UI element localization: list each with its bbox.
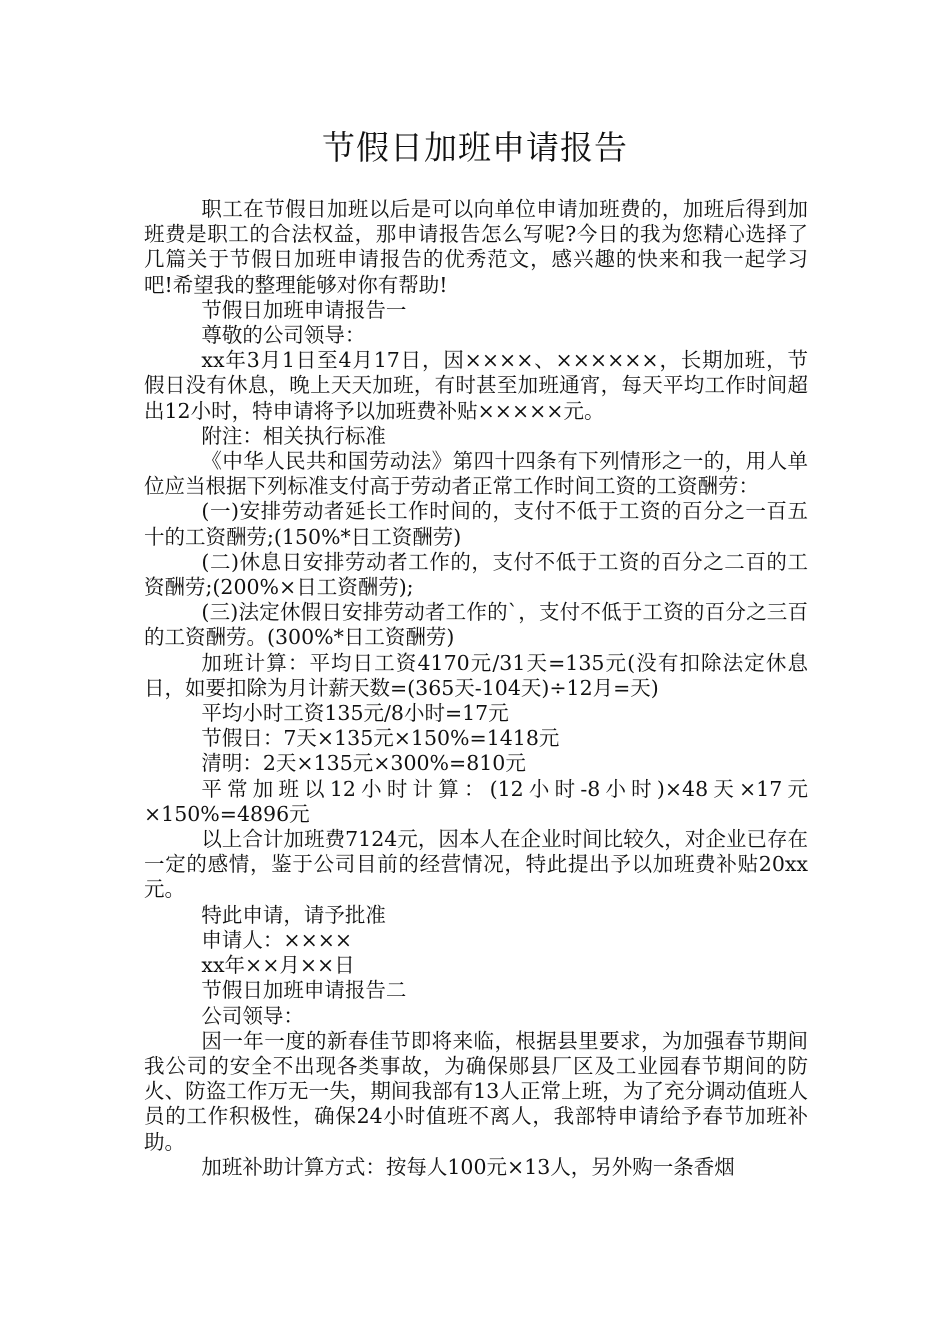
appendix-label: 附注：相关执行标准 xyxy=(201,423,386,448)
standard-item-two: (二)休息日安排劳动者工作的，支付不低于工资的百分之二百的工资酬劳;(200%×日工资酬劳); xyxy=(144,549,808,600)
applicant-line: 申请人：×××× xyxy=(201,927,353,952)
total-paragraph: 以上合计加班费7124元，因本人在企业时间比较久，对企业已存在一定的感情，鉴于公司目前的经营情况，特此提出予以加班费补贴20xx元。 xyxy=(144,827,808,902)
standard-item-one: (一)安排劳动者延长工作时间的，支付不低于工资的百分之一百五十的工资酬劳;(150%*日工资酬劳) xyxy=(144,499,808,549)
overtime-calculation: 加班计算：平均日工资4170元/31天=135元(没有扣除法定休息日，如要扣除为月计薪天数=(365天-104天)÷12月=天) xyxy=(144,650,808,700)
section-heading-one: 节假日加班申请报告一 xyxy=(201,297,407,322)
labor-law-paragraph: 《中华人民共和国劳动法》第四十四条有下列情形之一的，用人单位应当根据下列标准支付高于劳动者正常工作时间工资的工资酬劳： xyxy=(144,449,808,499)
salutation-two: 公司领导： xyxy=(201,1003,304,1028)
document-body xyxy=(144,197,808,1180)
intro-paragraph: 职工在节假日加班以后是可以向单位申请加班费的，加班后得到加班费是职工的合法权益，那申请报告怎么写呢?今日的我为您精心选择了几篇关于节假日加班申请报告的优秀范文，感兴趣的快来和我一起学习吧!希望我的整理能够对你有帮助! xyxy=(144,197,808,297)
standard-item-three: (三)法定休假日安排劳动者工作的`，支付不低于工资的百分之三百的工资酬劳。(300%*日工资酬劳) xyxy=(144,600,808,650)
section-heading-two: 节假日加班申请报告二 xyxy=(201,978,407,1003)
qingming-line: 清明：2天×135元×300%=810元 xyxy=(201,751,526,776)
spring-festival-paragraph: 因一年一度的新春佳节即将来临，根据县里要求，为加强春节期间我公司的安全不出现各类事故，为确保郧县厂区及工业园春节期间的防火、防盗工作万无一失，期间我部有13人正常上班，为了充分调动值班人员的工作积极性，确保24小时值班不离人，我部特申请给予春节加班补助。 xyxy=(144,1028,808,1154)
salutation-one: 尊敬的公司领导： xyxy=(201,323,366,348)
regular-overtime-line: 平常加班以12小时计算：(12小时-8小时)×48天×17元×150%=4896元 xyxy=(144,776,808,826)
request-paragraph: xx年3月1日至4月17日，因××××、××××××，长期加班，节假日没有休息，晚上天天加班，有时甚至加班通宵，每天平均工作时间超出12小时，特申请将予以加班费补贴×××××元。 xyxy=(144,348,808,423)
subsidy-calculation-paragraph: 加班补助计算方式：按每人100元×13人，另外购一条香烟 xyxy=(201,1154,735,1179)
document-title: 节假日加班申请报告 xyxy=(322,128,628,167)
holiday-line: 节假日：7天×135元×150%=1418元 xyxy=(201,726,560,751)
date-line: xx年××月××日 xyxy=(201,953,355,978)
approval-request: 特此申请，请予批准 xyxy=(201,902,386,927)
hourly-wage-line: 平均小时工资135元/8小时=17元 xyxy=(201,701,509,726)
